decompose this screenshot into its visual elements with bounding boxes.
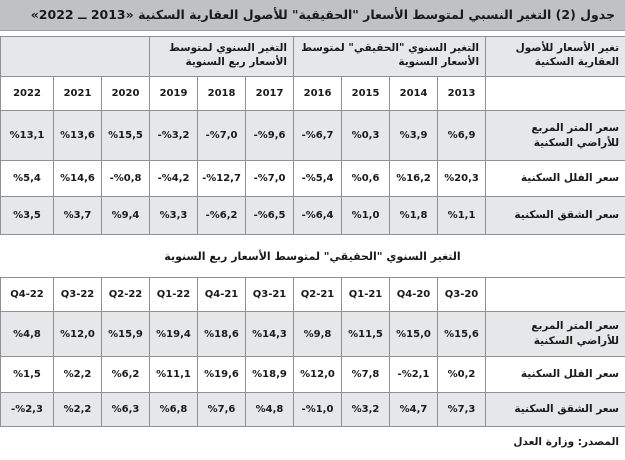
year-header: 2016 [294,77,342,111]
year-header: 2015 [342,77,390,111]
table-cell: %9,8 [294,312,342,357]
year-header: 2021 [54,77,102,111]
table-cell: %1,8 [390,197,438,235]
quarter-header: 22-Q4 [1,278,54,312]
table-cell: %13,6 [54,111,102,161]
row-label: سعر الشقق السكنية [486,393,625,427]
table-cell: %15,5 [102,111,150,161]
table-title-bar [0,0,625,31]
table-cell: %3,3 [150,197,198,235]
table-cell: %1,0- [294,393,342,427]
table-cell: %4,2- [150,161,198,197]
row-label: سعر المتر المربع للأراضي السكنية [486,312,625,357]
table-cell: %13,1 [1,111,54,161]
row-label: سعر الفلل السكنية [486,161,625,197]
table-cell: %7,0- [198,111,246,161]
table-cell: %9,4 [102,197,150,235]
table-cell: %5,4- [294,161,342,197]
year-header: 2017 [246,77,294,111]
table-cell: %14,3 [246,312,294,357]
table-cell: %4,8 [246,393,294,427]
quarterly-change-table [0,277,625,427]
table-title: جدول (2) التغير النسبي لمتوسط الأسعار "الحقيقية" للأصول العقارية السكنية «2013 ــ 2022» [30,7,615,22]
table-cell: %6,2- [198,197,246,235]
table-cell: %19,4 [150,312,198,357]
table-cell: %6,2 [102,357,150,393]
table-cell: %16,2 [390,161,438,197]
table-cell: %0,3 [342,111,390,161]
table-cell: %3,5 [1,197,54,235]
table-cell: %3,2 [342,393,390,427]
table-cell: %3,2- [150,111,198,161]
table-row [1,312,625,357]
table-cell: %4,7 [390,393,438,427]
row-label: سعر المتر المربع للأراضي السكنية [486,111,625,161]
group-header-real-annual: التغير السنوي "الحقيقي" لمتوسط الأسعار السنوية [294,37,486,77]
year-header: 2014 [390,77,438,111]
table-cell: %12,7- [198,161,246,197]
row-label: سعر الشقق السكنية [486,197,625,235]
table-cell: %3,7 [54,197,102,235]
table-cell: %7,3 [438,393,486,427]
table-cell: %12,0 [294,357,342,393]
quarter-header: 21-Q4 [198,278,246,312]
annual-change-table [0,36,625,235]
table-cell: %15,6 [438,312,486,357]
table-cell: %2,2 [54,357,102,393]
table-row [1,393,625,427]
table-cell: %3,9 [390,111,438,161]
quarterly-table-caption: التغير السنوي "الحقيقي" لمتوسط الأسعار ربع السنوية [164,250,461,263]
table-cell: %7,0- [246,161,294,197]
table-cell: %6,3 [102,393,150,427]
table-row [1,161,625,197]
quarter-header: 22-Q2 [102,278,150,312]
table-cell: %11,5 [342,312,390,357]
table-cell: %6,7- [294,111,342,161]
table-cell: %1,0 [342,197,390,235]
table-cell: %2,1- [390,357,438,393]
year-header: 2020 [102,77,150,111]
year-header: 2022 [1,77,54,111]
group-header-annual-quarterly: التغير السنوي لمتوسط الأسعار ربع السنوية [150,37,294,77]
table-cell: %11,1 [150,357,198,393]
table-cell: %6,8 [150,393,198,427]
table-cell: %1,1 [438,197,486,235]
quarter-header: 21-Q3 [246,278,294,312]
table-cell: %7,8 [342,357,390,393]
quarter-header: 20-Q3 [438,278,486,312]
table-cell: %6,4- [294,197,342,235]
table-cell: %0,2 [438,357,486,393]
quarter-header: 21-Q2 [294,278,342,312]
table-cell: %18,9 [246,357,294,393]
quarter-header: 22-Q1 [150,278,198,312]
quarter-header: 22-Q3 [54,278,102,312]
table-row [1,357,625,393]
table-cell: %12,0 [54,312,102,357]
source-note: المصدر: وزارة العدل [513,436,619,448]
table-cell: %2,2 [54,393,102,427]
year-header: 2013 [438,77,486,111]
year-header: 2018 [198,77,246,111]
table-cell: %18,6 [198,312,246,357]
table-cell: %4,8 [1,312,54,357]
year-header: 2019 [150,77,198,111]
table-row [1,197,625,235]
table-cell: %15,0 [390,312,438,357]
table-cell: %5,4 [1,161,54,197]
table-cell: %0,8- [102,161,150,197]
table-cell: %19,6 [198,357,246,393]
quarter-header: 20-Q4 [390,278,438,312]
table-cell: %14,6 [54,161,102,197]
table-cell: %0,6 [342,161,390,197]
table-cell: %2,3- [1,393,54,427]
row-header-label: تغير الأسعار للأصول العقارية السكنية [486,37,625,77]
table-cell: %15,9 [102,312,150,357]
quarter-header: 21-Q1 [342,278,390,312]
table-cell: %6,5- [246,197,294,235]
table-cell: %9,6- [246,111,294,161]
table-cell: %6,9 [438,111,486,161]
table-cell: %7,6 [198,393,246,427]
table-cell: %20,3 [438,161,486,197]
table-cell: %1,5 [1,357,54,393]
row-label: سعر الفلل السكنية [486,357,625,393]
table-row [1,111,625,161]
